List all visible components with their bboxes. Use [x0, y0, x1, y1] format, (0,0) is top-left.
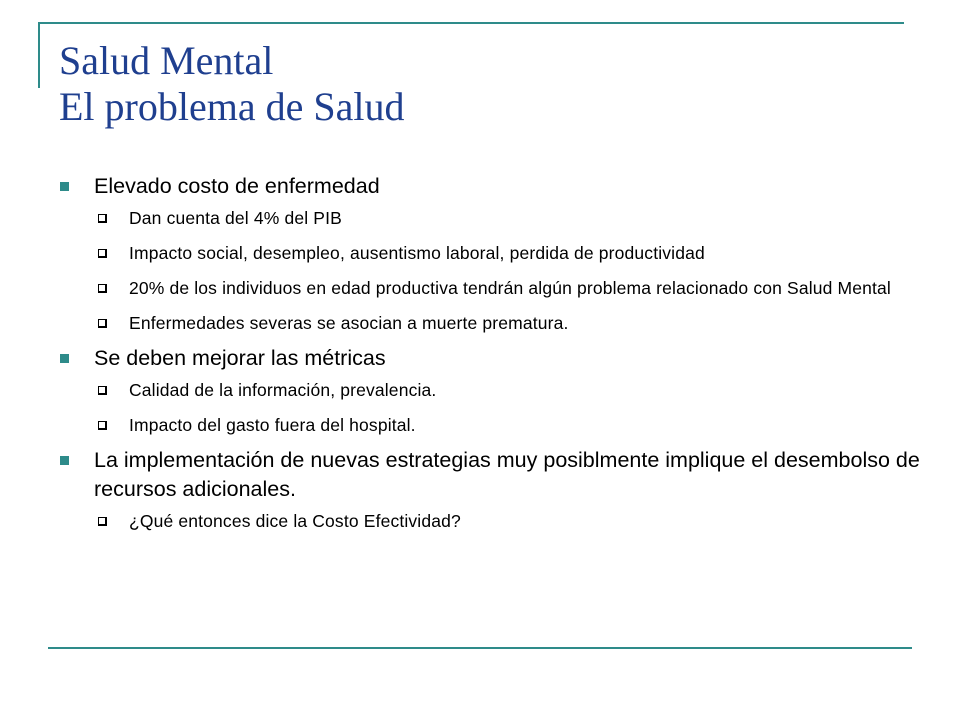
sub-bullet-item — [60, 379, 920, 402]
sub-bullet-item — [60, 207, 920, 230]
hollow-square-bullet-icon — [98, 517, 107, 526]
sub-bullet-text: Impacto del gasto fuera del hospital. — [129, 415, 416, 435]
sub-bullet-text: Enfermedades severas se asocian a muerte prematura. — [129, 313, 569, 333]
hollow-square-bullet-icon — [98, 249, 107, 258]
sub-bullet-text: Calidad de la información, prevalencia. — [129, 380, 437, 400]
top-rule — [38, 22, 904, 24]
bullet-text: Elevado costo de enfermedad — [94, 174, 380, 198]
title-line-2: El problema de Salud — [59, 84, 405, 129]
bullet-item — [60, 344, 920, 373]
bullet-list — [60, 172, 920, 533]
hollow-square-bullet-icon — [98, 421, 107, 430]
sub-bullet-item — [60, 242, 920, 265]
sub-bullet-text: Impacto social, desempleo, ausentismo laboral, perdida de productividad — [129, 243, 705, 263]
bullet-text: La implementación de nuevas estrategias muy posiblmente implique el desembolso de recursos adicionales. — [94, 448, 920, 501]
hollow-square-bullet-icon — [98, 214, 107, 223]
slide-title — [59, 38, 404, 130]
hollow-square-bullet-icon — [98, 284, 107, 293]
sub-bullet-item — [60, 414, 920, 437]
sub-bullet-text: ¿Qué entonces dice la Costo Efectividad? — [129, 511, 461, 531]
sub-bullet-text: Dan cuenta del 4% del PIB — [129, 208, 342, 228]
sub-bullet-text: 20% de los individuos en edad productiva tendrán algún problema relacionado con Salud Mental — [129, 278, 891, 298]
bullet-text: Se deben mejorar las métricas — [94, 346, 386, 370]
left-rule — [38, 22, 40, 88]
bullet-item — [60, 446, 920, 504]
title-line-1: Salud Mental — [59, 38, 274, 83]
sub-bullet-item — [60, 312, 920, 335]
sub-bullet-item — [60, 277, 920, 300]
square-bullet-icon — [60, 456, 69, 465]
square-bullet-icon — [60, 354, 69, 363]
bullet-item — [60, 172, 920, 201]
hollow-square-bullet-icon — [98, 386, 107, 395]
bottom-rule — [48, 647, 912, 649]
square-bullet-icon — [60, 182, 69, 191]
hollow-square-bullet-icon — [98, 319, 107, 328]
sub-bullet-item — [60, 510, 920, 533]
